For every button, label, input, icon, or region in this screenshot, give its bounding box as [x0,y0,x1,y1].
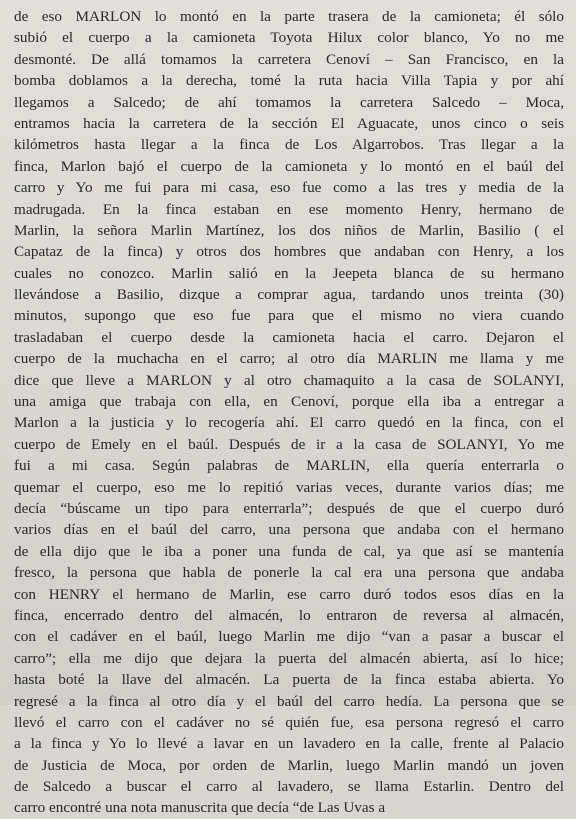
document-body-text [14,6,564,819]
text-line: Marlon a la justicia y lo recogería ahí. El carro quedó en la finca, con el [14,414,564,432]
text-line: carro encontré una nota manuscrita que decía “de Las Uvas a [14,799,386,817]
text-line: hasta boté la llave del almacén. La puerta de la finca estaba abierta. Yo [14,671,564,689]
text-line: quemar el cuerpo, eso me lo repitió varias veces, durante varios días; me [14,478,564,496]
text-line: una amiga que trabaja con ella, en Cenoví, porque ella iba a entregar a [14,393,564,411]
text-line: desmonté. De allá tomamos la carretera Cenoví – San Francisco, en la [14,50,564,68]
text-line: cuales no conozco. Marlin salió en la Jeepeta blanca de su hermano [14,264,564,282]
text-line: madrugada. En la finca estaban en ese momento Henry, hermano de [14,200,564,218]
text-line: de Justicia de Moca, por orden de Marlin, luego Marlin mandó un joven [14,756,564,774]
text-line: entramos hacia la carretera de la sección El Aguacate, unos cinco o seis [14,114,564,132]
text-line: subió el cuerpo a la camioneta Toyota Hilux color blanco, Yo no me [14,29,564,47]
text-line: Marlin, la señora Marlin Martínez, los dos niños de Marlin, Basilio ( el [14,221,564,239]
text-line: llegamos a Salcedo; de ahí tomamos la carretera Salcedo – Moca, [14,93,564,111]
text-line: regresé a la finca al otro día y el baúl del carro hedía. La persona que se [14,692,564,710]
text-line: de eso MARLON lo montó en la parte trasera de la camioneta; él sólo [14,8,564,25]
text-line: trasladaban el cuerpo desde la camioneta hacia el carro. Dejaron el [14,328,564,346]
text-line: con HENRY el hermano de Marlin, ese carro duró todos esos días en la [14,585,564,603]
text-line: dice que lleve a MARLON y al otro chamaquito a la casa de SOLANYI, [14,371,564,389]
text-line: llevándose a Basilio, dizque a comprar agua, tardando unos treinta (30) [14,286,564,304]
text-line: decía “búscame un tipo para enterrarla”; después de que el cuerpo duró [14,499,564,517]
text-line: carro y Yo me fui para mi casa, eso fue como a las tres y media de la [14,179,564,197]
text-line: fui a mi casa. Según palabras de MARLIN, ella quería enterrarla o [14,457,564,475]
text-line: llevó el carro con el cadáver no sé quién fue, esa persona regresó el carro [14,713,564,731]
text-line: fresco, la persona que habla de ponerle la cal era una persona que andaba [14,564,564,582]
text-line: cuerpo de la muchacha en el carro; al otro día MARLIN me llama y me [14,350,564,368]
text-line: finca, encerrado dentro del almacén, lo entraron de reversa al almacén, [14,606,564,624]
text-line: de ella dijo que le iba a poner una funda de cal, ya que así se mantenía [14,542,564,560]
text-line: con el cadáver en el baúl, luego Marlin me dijo “van a pasar a buscar el [14,628,564,646]
text-line: carro”; ella me dijo que dejara la puerta del almacén abierta, así lo hice; [14,649,564,667]
text-line: varios días en el baúl del carro, una persona que andaba con el hermano [14,521,564,539]
text-line: cuerpo de Emely en el baúl. Después de ir a la casa de SOLANYI, Yo me [14,435,564,453]
text-line: bomba doblamos a la derecha, tomé la ruta hacia Villa Tapia y por ahí [14,72,564,90]
text-line: Capataz de la finca) y otros dos hombres que andaban con Henry, a los [14,243,564,261]
text-line: minutos, supongo que eso fue para que el mismo no viera cuando [14,307,564,325]
text-line: finca, Marlon bajó el cuerpo de la camioneta y lo montó en el baúl del [14,157,564,175]
text-line: kilómetros hasta llegar a la finca de Los Algarrobos. Tras llegar a la [14,136,564,154]
text-line: de Salcedo a buscar el carro al lavadero, se llama Estarlin. Dentro del [14,778,564,796]
text-line: a la finca y Yo lo llevé a lavar en un lavadero en la calle, frente al Palacio [14,735,564,753]
